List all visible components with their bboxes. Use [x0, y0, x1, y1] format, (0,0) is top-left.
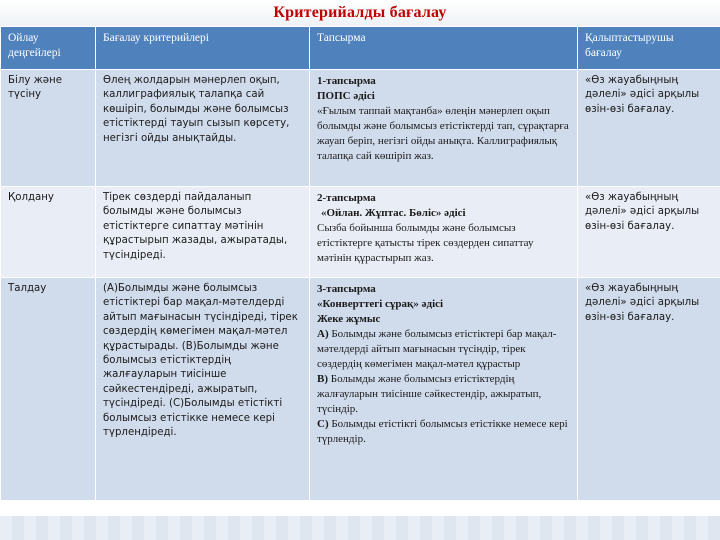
task-text: «Ғылым таппай мақтанба» өлеңін мәнерлеп оқып болымды және болымсыз етістіктерді тап, сұрақтарға жауап беріп, негізгі ойды анықта. Каллиграфиялық талапқа сай көшіріп жаз. — [317, 105, 569, 162]
table-bottom-strip — [0, 516, 720, 540]
task-method: «Конверттегі сұрақ» әдісі — [317, 298, 444, 310]
table-row — [1, 187, 720, 278]
table-row — [1, 278, 720, 501]
cell-assessment: «Өз жауабыңның дәлелі» әдісі арқылы өзін-өзі бағалау. — [578, 187, 720, 278]
part-label: А) — [317, 328, 329, 340]
cell-assessment: «Өз жауабыңның дәлелі» әдісі арқылы өзін-өзі бағалау. — [578, 278, 720, 501]
task-method: ПОПС әдісі — [317, 90, 375, 102]
task-part-c — [317, 417, 570, 447]
cell-task — [310, 278, 578, 501]
part-text: Болымды етістікті болымсыз етістікке немесе кері түрлендір. — [317, 418, 568, 445]
part-text: Болымды және болымсыз етістіктері бар мақал-мәтелдерді айтып мағынасын түсіндір, тірек сөздердің көмегімен мақал-мәтел құрастыр — [317, 328, 557, 370]
task-part-b — [317, 372, 570, 417]
criteria-table — [0, 26, 720, 501]
part-label: В) — [317, 373, 328, 385]
task-part-a — [317, 327, 570, 372]
cell-level: Білу және түсіну — [1, 70, 96, 187]
cell-criteria: Тірек сөздерді пайдаланып болымды және болымсыз етістіктерге сипаттау мәтінін құрастырып жазады, ажыратады, түсіндіреді. — [96, 187, 310, 278]
header-criteria: Бағалау критерийлері — [96, 27, 310, 70]
part-label: С) — [317, 418, 329, 430]
header-task: Тапсырма — [310, 27, 578, 70]
header-thinking-levels: Ойлау деңгейлері — [1, 27, 96, 70]
cell-assessment: «Өз жауабыңның дәлелі» әдісі арқылы өзін-өзі бағалау. — [578, 70, 720, 187]
task-title: 3-тапсырма — [317, 283, 376, 295]
cell-task — [310, 187, 578, 278]
part-text: Болымды және болымсыз етістіктердің жалғауларын тиісінше сәйкестендір, ажыратып, түсіндір. — [317, 373, 542, 415]
cell-level: Талдау — [1, 278, 96, 501]
page-title: Критерийалды бағалау — [273, 4, 447, 21]
cell-criteria: Өлең жолдарын мәнерлеп оқып, каллиграфиялық талапқа сай көшіріп, болымды және болымсыз етістіктерді тауып сызып көрсету, негізгі ойды анықтайды. — [96, 70, 310, 187]
title-bar — [0, 0, 720, 28]
table-header-row — [1, 27, 720, 70]
cell-task — [310, 70, 578, 187]
header-formative-assessment: Қалыптастырушы бағалау — [578, 27, 720, 70]
task-text: Сызба бойынша болымды және болымсыз етістіктерге қатысты тірек сөздерден сипаттау мәтінін құрастырып жаз. — [317, 222, 534, 264]
task-subtitle: Жеке жұмыс — [317, 313, 381, 325]
cell-criteria: (А)Болымды және болымсыз етістіктері бар мақал-мәтелдерді айтып мағынасын түсіндіреді, тірек сөздердің көмегімен мақал-мәтел құрастырады. (В)Болымды және болымсыз етістіктердің жалғауларын тиісінше сәйкестендіреді, ажыратып, түсіндіреді. (С)Болымды етістікті болымсыз етістікке немесе кері түрлендіреді. — [96, 278, 310, 501]
task-title: 1-тапсырма — [317, 75, 376, 87]
table-row — [1, 70, 720, 187]
task-title: 2-тапсырма — [317, 192, 376, 204]
task-method: «Ойлан. Жұптас. Бөліс» әдісі — [321, 207, 466, 219]
cell-level: Қолдану — [1, 187, 96, 278]
